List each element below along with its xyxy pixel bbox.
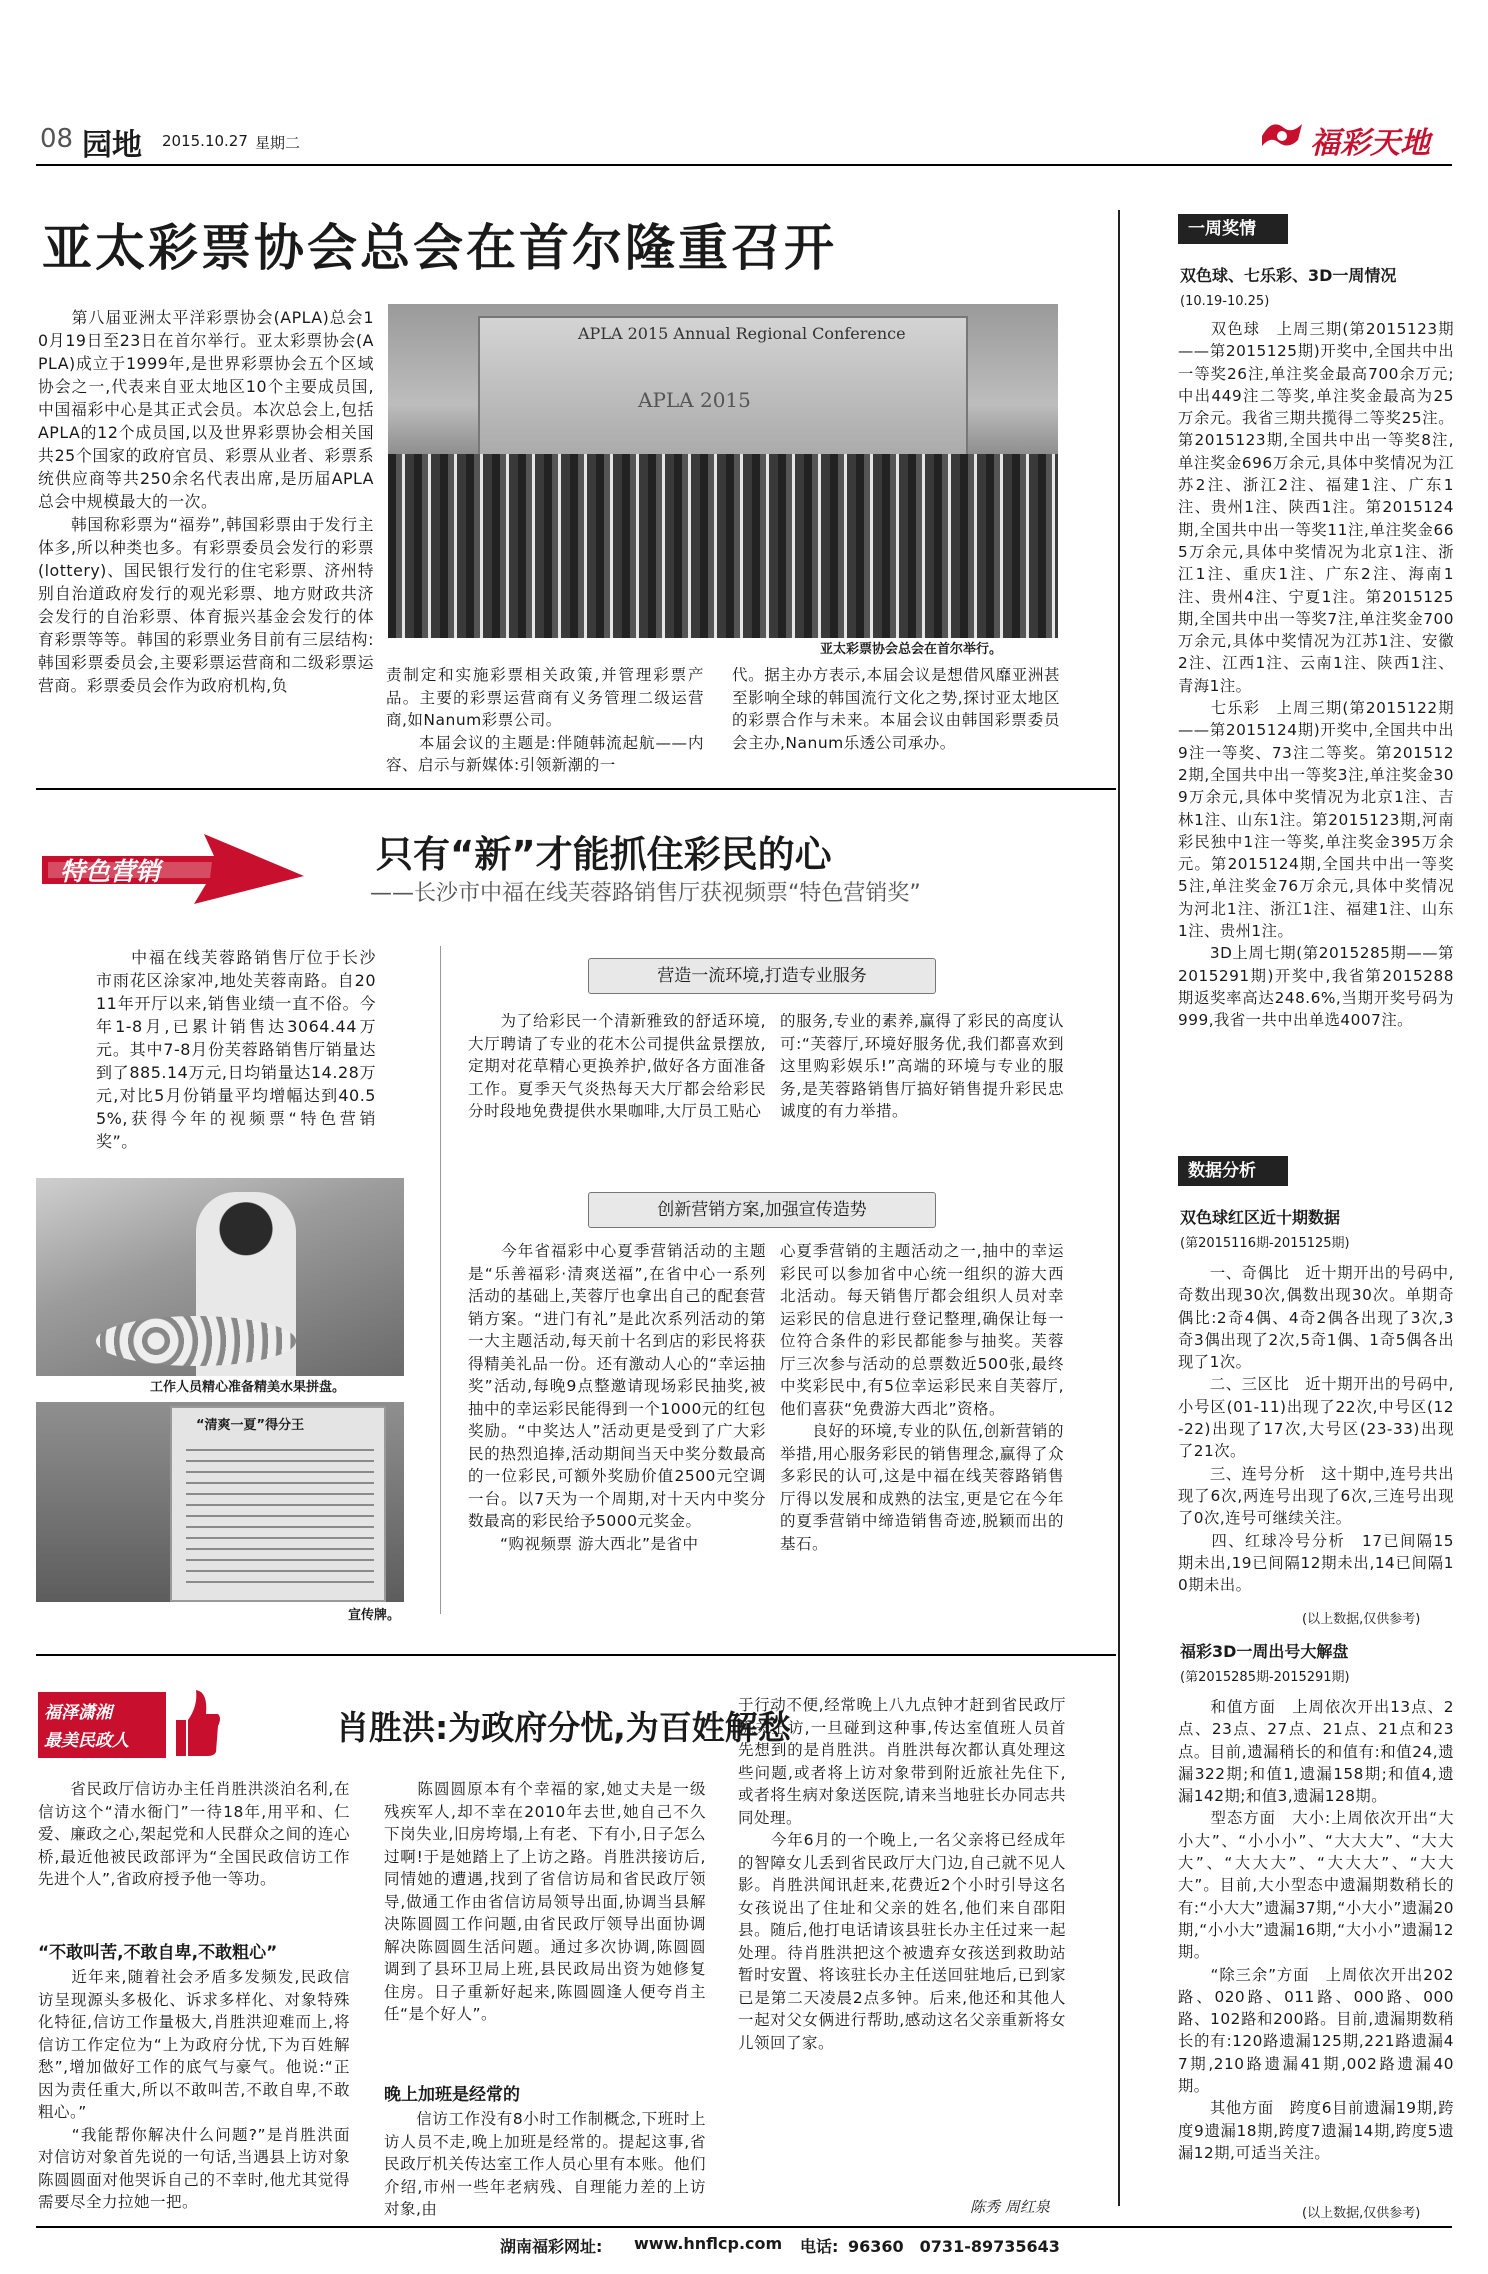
article2-sub1-col1: 为了给彩民一个清新雅致的舒适环境,大厅聘请了专业的花木公司提供盆景摆放,定期对花草精心更换养护,做好各方面准备工作。夏季天气炎热每天大厅都会给彩民分时段地免费提供水果咖啡,大厅员工贴心 — [468, 1012, 766, 1120]
article3-byline: 陈秀 周红泉 — [970, 2198, 1050, 2216]
issue-date: 2015.10.27 — [162, 132, 248, 150]
sidebar-divider — [1118, 210, 1120, 2206]
article3-col2a: 陈圆圆原本有个幸福的家,她丈夫是一级残疾军人,却不幸在2010年去世,她自己不久下岗失业,旧房垮塌,上有老、下有小,日子怎么过啊!于是她踏上了上访之路。肖胜洪接访后,同情她的遭遇,找到了省信访局和省民政厅领导,做通工作由省信访局领导出面,协调当县解决陈圆圆工作问题,由省民政厅领导出面协调解决陈圆圆生活问题。通过多次协调,陈圆圆调到了县环卫局上班,县民政局出资为她修复住房。日子重新好起来,陈圆圆逢人便夸肖主任“是个好人”。 — [384, 1780, 706, 2023]
article2-tag: 特色营销 — [60, 857, 161, 886]
poster-photo-caption: 宣传牌。 — [348, 1608, 401, 1623]
photo-logo-text: APLA 2015 — [638, 388, 751, 412]
article3-col2-subheading: 晚上加班是经常的 — [384, 2085, 520, 2105]
article2-sub1-heading: 营造一流环境,打造专业服务 — [588, 958, 936, 994]
article1-col3: 代。据主办方表示,本届会议是想借风靡亚洲甚至影响全球的韩国流行文化之势,探讨亚太地区的彩票合作与未来。本届会议由韩国彩票委员会主办,Nanum乐透公司承办。 — [732, 666, 1060, 752]
article2-sub1-col2: 的服务,专业的素养,赢得了彩民的高度认可:“芙蓉厅,环境好服务优,我们都喜欢到这里购彩娱乐!”高端的环境与专业的服务,是芙蓉路销售厅搞好销售提升彩民忠诚度的有力举措。 — [780, 1012, 1064, 1120]
sidebar-week-date: (10.19-10.25) — [1180, 294, 1270, 309]
promo-sign-text — [186, 1440, 374, 1590]
promo-sign-title: “清爽一夏”得分王 — [196, 1418, 305, 1433]
footer-site-label: 湖南福彩网址: — [500, 2237, 603, 2256]
article1-col1: 第八届亚洲太平洋彩票协会(APLA)总会10月19日至23日在首尔举行。亚太彩票协会(APLA)成立于1999年,是世界彩票协会五个区域协会之一,代表来自亚太地区10个主要成员国,中国福彩中心是其正式会员。本次总会上,包括APLA的12个成员国,以及世界彩票协会相关国共25个国家的政府官员、彩票从业者、彩票系统供应商等共250余名代表出席,是历届APLA总会中规模最大的一次。 韩国称彩票为“福券”,韩国彩票由于发行主体多,所以种类也多。有彩票委员会发行的彩票(lottery)、国民银行发行的住宅彩票、济州特别自治道政府发行的观光彩票、地方财政共济会发行的自治彩票、体育振兴基金会发行的体育彩票等等。韩国的彩票业务目前有三层结构:韩国彩票委员会,主要彩票运营商和二级彩票运营商。彩票委员会作为政府机构,负 — [38, 308, 374, 695]
page-header — [0, 0, 1488, 200]
sidebar-data-title: 双色球红区近十期数据 — [1180, 1208, 1341, 1227]
footer-phone-label: 电话: — [800, 2237, 839, 2256]
section-rule-1 — [36, 788, 1116, 790]
sidebar-week-body: 双色球 上周三期(第2015123期——第2015125期)开奖中,全国共中出一等奖26注,单注奖金最高700余万元;中出449注二等奖,单注奖金最高为25万余元。我省三期共揽得二等奖25注。第2015123期,全国共中出一等奖8注,单注奖金696万余元,具体中奖情况为江苏2注、浙江2注、福建1注、广东1注、贵州1注、陕西1注。第2015124期,全国共中出一等奖11注,单注奖金665万余元,具体中奖情况为北京1注、浙江1注、重庆1注、广东2注、海南1注、贵州4注、宁夏1注。第2015125期,全国共中出一等奖7注,单注奖金700万余元,具体中奖情况为江苏1注、安徽2注、江西1注、云南1注、陕西1注、青海1注。 七乐彩 上周三期(第2015122期——第2015124期)开奖中,全国共中出9注一等奖、73注二等奖。第2015122期,全国共中出一等奖3注,单注奖金309万余元,具体中奖情况为北京1注、吉林1注、山东1注。第2015123期,河南彩民独中1注一等奖,单注奖金395万余元。第2015124期,全国共中出一等奖5注,单注奖金76万余元,具体中奖情况为河北1注、浙江1注、福建1注、山东1注、贵州1注。 3D上周七期(第2015285期——第2015291期)开奖中,我省第2015288期返奖率高达248.6%,当期开奖号码为999,我省一共中出单选4007注。 — [1178, 320, 1454, 1030]
sidebar-data-note: (以上数据,仅供参考) — [1302, 1612, 1421, 1627]
sidebar-3d-date: (第2015285期-2015291期) — [1180, 1670, 1350, 1685]
poster-photo — [36, 1402, 404, 1602]
article1-col2: 责制定和实施彩票相关政策,并管理彩票产品。主要的彩票运营商有义务管理二级运营商,如Nanum彩票公司。 本届会议的主题是:伴随韩流起航——内容、启示与新媒体:引领新潮的一 — [386, 666, 704, 774]
article2-subhead: ——长沙市中福在线芙蓉路销售厅获视频票“特色营销奖” — [370, 881, 921, 906]
sidebar-data-header: 数据分析 — [1178, 1156, 1288, 1186]
brand-logo-icon — [1258, 116, 1306, 156]
sidebar-week-title: 双色球、七乐彩、3D一周情况 — [1180, 266, 1397, 285]
article2-intro: 中福在线芙蓉路销售厅位于长沙市雨花区涂家冲,地处芙蓉南路。自2011年开厅以来,销售业绩一直不俗。今年1-8月,已累计销售达3064.44万元。其中7-8月份芙蓉路销售厅销量达到了885.14万元,日均销量达14.28万元,对比5月份销量平均增幅达到40.55%,获得今年的视频票“特色营销奖”。 — [96, 948, 376, 1151]
footer-phone: 96360 0731-89735643 — [848, 2237, 1060, 2256]
article3-tag-line1: 福泽潇湘 — [44, 1703, 112, 1723]
article3-col2b: 信访工作没有8小时工作制概念,下班时上访人员不走,晚上加班是经常的。提起这事,省民政厅机关传达室工作人员心里有本账。他们介绍,市州一些年老病残、自理能力差的上访对象,由 — [384, 2110, 706, 2218]
sidebar-data-body: 一、奇偶比 近十期开出的号码中,奇数出现30次,偶数出现30次。单期奇偶比:2奇4偶、4奇2偶各出现了3次,3奇3偶出现了2次,5奇1偶、1奇5偶各出现了1次。 二、三区比 近十期开出的号码中,小号区(01-11)出现了22次,中号区(12-22)出现了17次,大号区(23-33)出现了21次。 三、连号分析 这十期中,连号共出现了6次,两连号出现了6次,三连号出现了0次,连号可继续关注。 四、红球冷号分析 17已间隔15期未出,19已间隔12期未出,14已间隔10期未出。 — [1178, 1264, 1454, 1595]
fruit-photo-caption: 工作人员精心准备精美水果拼盘。 — [150, 1380, 346, 1395]
article2-divider — [440, 946, 441, 1614]
section-rule-2 — [36, 1654, 1116, 1656]
fruit-platter — [96, 1316, 296, 1366]
article3-tag-box — [38, 1692, 166, 1758]
header-rule — [36, 164, 1452, 166]
article2-sub2-col1: 今年省福彩中心夏季营销活动的主题是“乐善福彩·清爽送福”,在省中心一系列活动的基础上,芙蓉厅也拿出自己的配套营销方案。“进门有礼”是此次系列活动的第一大主题活动,每天前十名到店的彩民将获得精美礼品一份。还有激动人心的“幸运抽奖”活动,每晚9点整邀请现场彩民抽奖,被抽中的幸运彩民能得到一个1000元的红包奖励。“中奖达人”活动更是受到了广大彩民的热烈追捧,活动期间当天中奖分数最高的一位彩民,可额外奖励价值2500元空调一台。以7天为一个周期,对十天内中奖分数最高的彩民给予5000元奖金。 “购视频票 游大西北”是省中 — [468, 1242, 766, 1553]
article3-col1b: 近年来,随着社会矛盾多发频发,民政信访呈现源头多极化、诉求多样化、对象特殊化特征,信访工作量极大,肖胜洪迎难而上,将信访工作定位为“上为政府分忧,下为百姓解愁”,增加做好工作的底气与豪气。他说:“正因为责任重大,所以不敢叫苦,不敢自卑,不敢粗心。” “我能帮你解决什么问题?”是肖胜洪面对信访对象首先说的一句话,当遇县上访对象陈圆圆面对他哭诉自己的不幸时,他尤其觉得需要尽全力拉她一把。 — [38, 1968, 350, 2211]
footer-site-link[interactable]: www.hnflcp.com — [634, 2234, 783, 2253]
article3-headline: 肖胜洪:为政府分忧,为百姓解愁 — [336, 1708, 791, 1747]
article2-sub2-col2: 心夏季营销的主题活动之一,抽中的幸运彩民可以参加省中心统一组织的游大西北活动。每天销售厅都会组织人员对幸运彩民的信息进行登记整理,确保让每一位符合条件的彩民都能参与抽奖。芙蓉厅三次参与活动的总票数近500张,最终中奖彩民中,有5位幸运彩民来自芙蓉厅,他们喜获“免费游大西北”资格。 良好的环境,专业的队伍,创新营销的举措,用心服务彩民的销售理念,赢得了众多彩民的认可,这是中福在线芙蓉路销售厅得以发展和成熟的法宝,更是它在今年的夏季营销中缔造销售奇迹,脱颖而出的基石。 — [780, 1242, 1064, 1553]
article1-headline: 亚太彩票协会总会在首尔隆重召开 — [42, 219, 837, 277]
section-name: 园地 — [82, 128, 142, 163]
thumbs-up-icon — [168, 1686, 222, 1758]
article2-headline: 只有“新”才能抓住彩民的心 — [376, 833, 832, 876]
photo-banner-text: APLA 2015 Annual Regional Conference — [578, 324, 906, 343]
fruit-photo — [36, 1178, 404, 1376]
sidebar-data-date: (第2015116期-2015125期) — [1180, 1236, 1350, 1251]
conference-photo — [388, 304, 1058, 638]
issue-weekday: 星期二 — [255, 134, 301, 152]
footer-rule — [36, 2226, 1452, 2228]
article3-col3: 于行动不便,经常晚上八九点钟才赶到省民政厅机关上访,一旦碰到这种事,传达室值班人员首先想到的是肖胜洪。肖胜洪每次都认真处理这些问题,或者将上访对象带到附近旅社先住下,或者将生病对象送医院,请来当地驻长办同志共同处理。 今年6月的一个晚上,一名父亲将已经成年的智障女儿丢到省民政厅大门边,自己就不见人影。肖胜洪闻讯赶来,花费近2个小时引导这名女孩说出了住址和父亲的姓名,他们来自邵阳县。随后,他打电话请该县驻长办主任过来一起处理。待肖胜洪把这个被遗弃女孩送到救助站暂时安置、将该驻长办主任送回驻地后,已到家已是第二天凌晨2点多钟。后来,他还和其他人一起对父女俩进行帮助,感动这名父亲重新将女儿领回了家。 — [738, 1696, 1066, 2052]
sidebar-3d-body: 和值方面 上周依次开出13点、2点、23点、27点、21点、21点和23点。目前,遗漏稍长的和值有:和值24,遗漏322期;和值1,遗漏158期;和值4,遗漏142期;和值3,遗漏128期。 型态方面 大小:上周依次开出“大小大”、“小小小”、“大大大”、“大大大”、“大大大”、“大大大”、“大大大”。目前,大小型态中遗漏期数稍长的有:“小大大”遗漏37期,“小大小”遗漏20期,“小小大”遗漏16期,“大小小”遗漏12期。 “除三余”方面 上周依次开出202路、020路、011路、000路、000路、102路和200路。目前,遗漏期数稍长的有:120路遗漏125期,221路遗漏47期,210路遗漏41期,002路遗漏40期。 其他方面 跨度6目前遗漏19期,跨度9遗漏18期,跨度7遗漏14期,跨度5遗漏12期,可适当关注。 — [1178, 1698, 1454, 2162]
article3-col1-subheading: “不敢叫苦,不敢自卑,不敢粗心” — [38, 1943, 278, 1963]
sidebar-3d-title: 福彩3D一周出号大解盘 — [1180, 1642, 1349, 1661]
footer — [0, 2234, 1488, 2262]
article3-col1a: 省民政厅信访办主任肖胜洪淡泊名利,在信访这个“清水衙门”一待18年,用平和、仁爱、廉政之心,架起党和人民群众之间的连心桥,最近他被民政部评为“全国民政信访工作先进个人”,省政府授予他一等功。 — [38, 1780, 350, 1888]
promo-sign — [170, 1406, 386, 1602]
brand-name: 福彩天地 — [1310, 126, 1430, 161]
article3-tag-line2: 最美民政人 — [44, 1731, 129, 1751]
crowd — [388, 454, 1058, 638]
conference-photo-caption: 亚太彩票协会总会在首尔举行。 — [820, 642, 1003, 657]
sidebar-week-header: 一周奖情 — [1178, 214, 1288, 244]
page-number: 08 — [40, 124, 74, 154]
article2-sub2-heading: 创新营销方案,加强宣传造势 — [588, 1192, 936, 1228]
sidebar-3d-note: (以上数据,仅供参考) — [1302, 2206, 1421, 2221]
